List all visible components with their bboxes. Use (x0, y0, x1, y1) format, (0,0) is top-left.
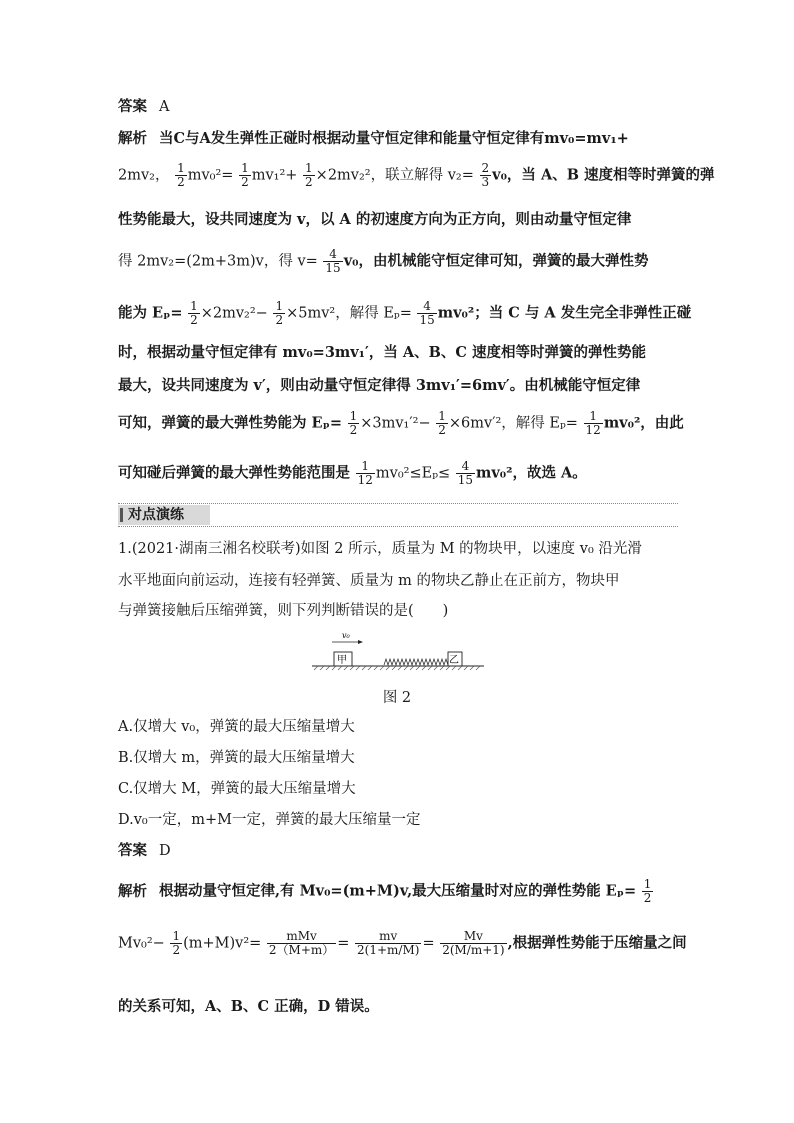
fraction-numerator: 1 (172, 929, 181, 943)
text-span: ×2mv₂²− (200, 305, 268, 322)
question-line-2: 水平地面向前运动，连接有轻弹簧、质量为 m 的物块乙静止在正前方，物块甲 (118, 573, 620, 589)
fraction-denominator: 2 (177, 175, 185, 189)
analysis-label: 解析 (118, 130, 147, 147)
fraction (642, 878, 654, 905)
block-a-label: 甲 (337, 655, 347, 666)
analysis2-line-1 (118, 878, 678, 905)
fraction-denominator: 15 (325, 261, 341, 275)
ground-hatching (314, 666, 480, 670)
text-span: 根据动量守恒定律,有 Mv₀=(m+M)v,最大压缩量时对应的弹性势能 Eₚ= (159, 882, 637, 900)
option-c: C.仅增大 M，弹簧的最大压缩量增大 (118, 781, 356, 797)
fraction-denominator: 12 (357, 473, 373, 487)
fraction (267, 930, 336, 957)
fraction (356, 460, 375, 487)
fraction-numerator: 1 (275, 299, 284, 313)
text-span: Mv₀²− (118, 935, 165, 952)
option-a: A.仅增大 v₀，弹簧的最大压缩量增大 (118, 719, 355, 735)
fraction (348, 410, 360, 437)
fraction-denominator: 3 (481, 175, 490, 189)
text-span: ,根据弹性势能于压缩量之间 (507, 934, 687, 952)
answer-value: A (159, 99, 170, 115)
analysis-text: 当C与A发生弹性正碰时根据动量守恒定律和能量守恒定律有mv₀=mv₁+ (159, 130, 629, 147)
fraction-numerator: 1 (177, 161, 185, 175)
question-line-1: 1.(2021·湖南三湘名校联考)如图 2 所示，质量为 M 的物块甲，以速度 v₀ 沿光滑 (118, 541, 642, 557)
analysis-line-6: 时，根据动量守恒定律有 mv₀=3mv₁′，当 A、B、C 速度相等时弹簧的弹性势能 (118, 344, 646, 361)
text-span: mv₀²；当 C 与 A 发生完全非弹性正碰 (437, 304, 692, 322)
text-span: ×2mv₂²，联立解得 v₂= (315, 167, 474, 184)
fraction-denominator: 2 (305, 175, 313, 189)
text-span: ×5mv²，解得 Eₚ= (286, 305, 412, 322)
fraction-denominator: 2(M/m+1) (442, 943, 505, 957)
answer-value: D (159, 843, 171, 859)
text-span: ×6mv′²，解得 Eₚ= (448, 415, 578, 432)
fraction (188, 300, 200, 327)
fraction-numerator: 1 (305, 161, 313, 175)
fraction (456, 460, 475, 487)
text-span: 可知碰后弹簧的最大弹性势能范围是 (118, 464, 350, 482)
fraction (417, 300, 436, 327)
spring-coil (384, 659, 448, 665)
text-span: v₀，当 A、B 速度相等时弹簧的弹 (492, 166, 715, 184)
fraction-denominator: 2 (349, 423, 358, 437)
answer-line-1 (118, 96, 678, 118)
text-span: mv₀²≤Eₚ≤ (375, 465, 451, 482)
answer-line-2 (118, 840, 678, 862)
fraction-numerator: 1 (241, 161, 249, 175)
fraction-numerator: 1 (356, 460, 375, 474)
option-d: D.v₀一定，m+M一定，弹簧的最大压缩量一定 (118, 812, 421, 828)
text-span: 得 2mv₂=(2m+3m)v，得 v= (118, 253, 318, 270)
fraction (355, 930, 421, 957)
fraction-numerator: Mv (440, 930, 506, 944)
text-span: mv₀²= (187, 167, 234, 184)
fraction (239, 162, 251, 189)
text-span: mv₀²，由此 (603, 414, 684, 432)
fraction (175, 162, 187, 189)
fraction (303, 162, 315, 189)
fraction-denominator: 2 (643, 891, 652, 905)
text-span: 可知，弹簧的最大弹性势能为 Eₚ= (118, 414, 342, 432)
fraction-denominator: 15 (419, 313, 435, 327)
analysis-line-9 (118, 460, 678, 487)
fraction (273, 300, 285, 327)
block-b-label: 乙 (449, 655, 459, 666)
analysis-line-7: 最大，设共同速度为 v′，则由动量守恒定律得 3mv₁′=6mv′。由机械能守恒定律 (118, 377, 641, 394)
fraction-numerator: 2 (481, 161, 490, 175)
analysis-line-4 (118, 248, 678, 275)
fraction (436, 410, 448, 437)
analysis-line-1 (118, 128, 678, 150)
analysis-line-5 (118, 299, 692, 327)
text-span: (m+M)v²= (183, 935, 262, 952)
fraction-denominator: 2(1+m/M) (357, 943, 420, 957)
fraction-numerator: 4 (456, 460, 475, 474)
fraction-denominator: 2 (172, 943, 181, 957)
analysis2-line-3: 的关系可知，A、B、C 正确，D 错误。 (118, 998, 379, 1015)
fraction-numerator: 1 (190, 299, 198, 313)
text-span: v₀，由机械能守恒定律可知，弹簧的最大弹性势 (343, 252, 649, 270)
fraction-numerator: 4 (323, 248, 342, 262)
text-span: ×3mv₁′²− (360, 415, 431, 432)
fraction-numerator: 1 (438, 409, 446, 423)
fraction-denominator: 2 (241, 175, 249, 189)
analysis-line-2 (118, 161, 715, 189)
analysis-line-3: 性势能最大，设共同速度为 v，以 A 的初速度方向为正方向，则由动量守恒定律 (118, 211, 632, 228)
analysis2-line-2: Mv₀²− $\frac{1}{2}$ (m+M)v²= $\frac{\text{mMv}}{2(M+m)}$ = $\frac{mv}{2(1+m/M)}$ = $\frac{Mv}{2(M/m+1)}$ ,根据弹性势能于压缩量之间 (118, 929, 687, 957)
fraction-numerator: 4 (417, 300, 436, 314)
section-header (118, 503, 678, 527)
section-title: 对点演练 (118, 505, 210, 525)
fraction-numerator: 1 (349, 409, 358, 423)
text-span: 2mv₂， (118, 167, 170, 184)
option-b: B.仅增大 m，弹簧的最大压缩量增大 (118, 750, 355, 766)
fraction (440, 930, 506, 957)
velocity-label: v₀ (342, 631, 350, 640)
fraction-denominator: 2 (275, 313, 284, 327)
fraction-numerator: 1 (584, 410, 603, 424)
answer-label: 答案 (118, 98, 147, 115)
velocity-arrow-head (358, 640, 363, 644)
text-span: mv₀²，故选 A。 (476, 464, 587, 482)
analysis-label: 解析 (118, 882, 147, 900)
fraction-denominator: 2 (190, 313, 198, 327)
fraction-denominator: 15 (457, 473, 474, 487)
analysis-line-8 (118, 409, 684, 437)
fraction (584, 410, 603, 437)
text-span: 能为 Eₚ= (118, 304, 183, 322)
fraction (480, 162, 492, 189)
fraction-denominator: 12 (585, 423, 601, 437)
fraction-numerator: mMv (267, 930, 336, 944)
figure-2-diagram (308, 630, 488, 675)
fraction (170, 930, 182, 957)
text-span: mv₁²+ (251, 167, 298, 184)
fraction (323, 248, 342, 275)
fraction-numerator: mv (355, 930, 421, 944)
fraction-numerator: 1 (643, 877, 652, 891)
fraction-denominator: 2 (438, 423, 446, 437)
answer-label: 答案 (118, 842, 147, 859)
figure-caption: 图 2 (382, 690, 412, 706)
fraction-denominator: 2（M+m） (268, 943, 335, 957)
question-line-3: 与弹簧接触后压缩弹簧，则下列判断错误的是( ) (118, 603, 449, 619)
